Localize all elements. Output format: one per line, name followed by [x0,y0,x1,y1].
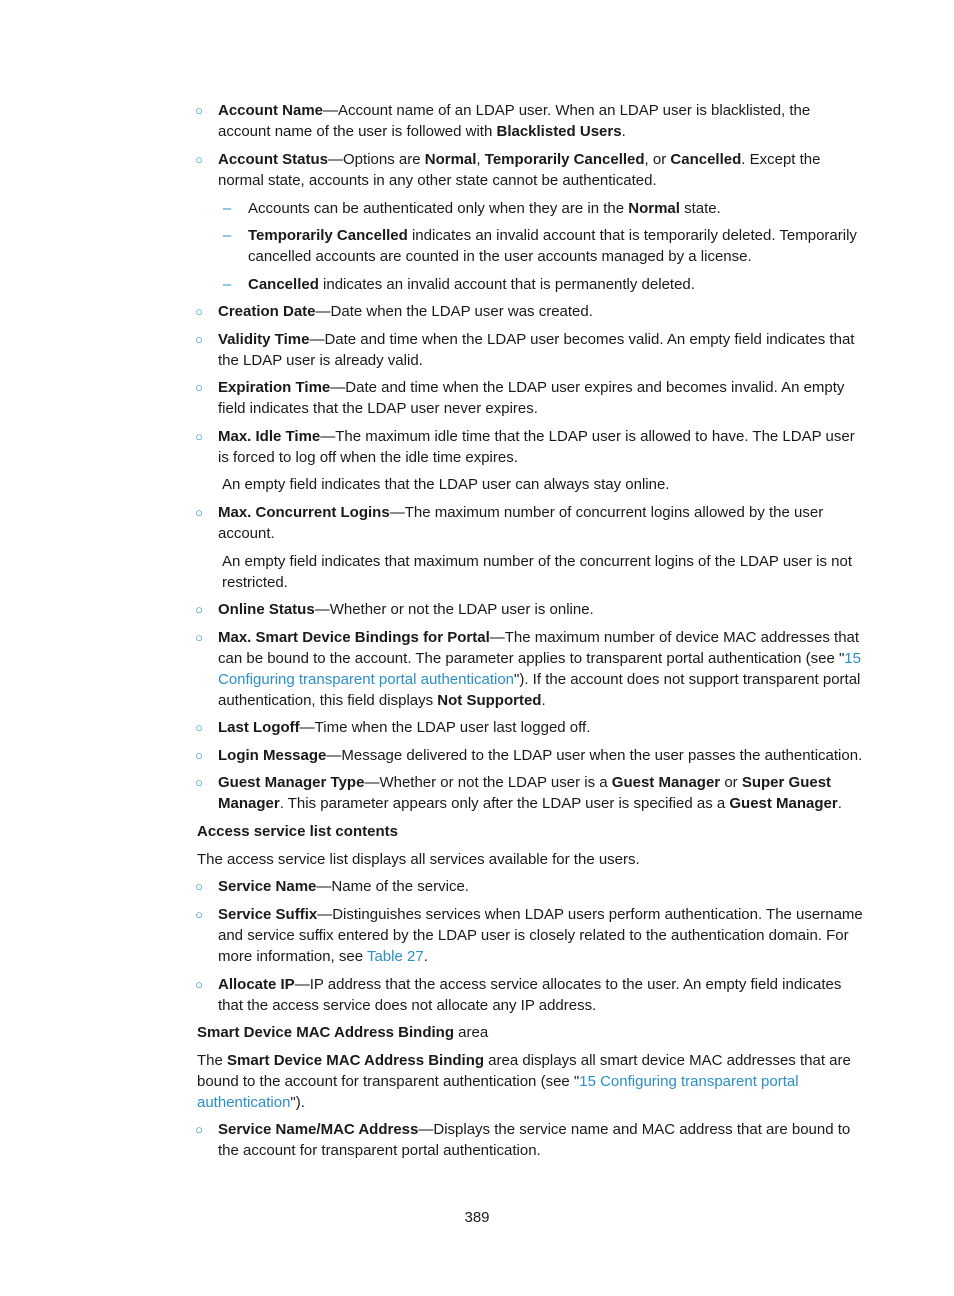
item-note: An empty field indicates that maximum number of the concurrent logins of the LDAP user is not restricted. [222,553,853,591]
item-guest-manager-type: Guest Manager Type—Whether or not the LDAP user is a Guest Manager or Super Guest Manager. This parameter appears only after the LDAP user is specified as a Guest Manager. [218,774,842,812]
sub-item-temporarily-cancelled: Temporarily Cancelled indicates an invalid account that is temporarily deleted. Temporarily cancelled accounts are counted in the user accounts managed by a license. [248,227,857,265]
sub-bullet: – [222,276,232,293]
list-bullet: ○ [195,505,203,520]
list-bullet: ○ [195,103,203,118]
list-bullet: ○ [195,380,203,395]
link-transparent-portal[interactable]: 15 Configuring transparent portal authentication [218,650,861,688]
item-validity-time: Validity Time—Date and time when the LDAP user becomes valid. An empty field indicates that the LDAP user is already valid. [218,331,855,369]
list-bullet: ○ [195,879,203,894]
section-heading-access-service: Access service list contents [197,823,398,840]
access-service-intro: The access service list displays all services available for the users. [197,851,640,868]
item-online-status: Online Status—Whether or not the LDAP user is online. [218,601,594,618]
list-bullet: ○ [195,630,203,645]
item-creation-date: Creation Date—Date when the LDAP user was created. [218,303,593,320]
list-bullet: ○ [195,429,203,444]
list-bullet: ○ [195,775,203,790]
item-max-idle-time: Max. Idle Time—The maximum idle time that the LDAP user is allowed to have. The LDAP user is forced to log off when the idle time expires. [218,428,855,466]
item-account-status: Account Status—Options are Normal, Temporarily Cancelled, or Cancelled. Except the normal state, accounts in any other state cannot be authenticated. [218,151,821,189]
item-service-name: Service Name—Name of the service. [218,878,469,895]
list-bullet: ○ [195,602,203,617]
list-bullet: ○ [195,977,203,992]
item-account-name: Account Name—Account name of an LDAP user. When an LDAP user is blacklisted, the account name of the user is followed with Blacklisted Users. [218,102,811,140]
link-table-27[interactable]: Table 27 [366,948,424,965]
sub-item-cancelled: Cancelled indicates an invalid account that is permanently deleted. [248,276,695,293]
list-bullet: ○ [195,720,203,735]
sub-bullet: – [222,227,232,244]
smart-binding-paragraph: The Smart Device MAC Address Binding area displays all smart device MAC addresses that are bound to the account for transparent authentication (see "15 Configuring transparent portal authentication"). [197,1052,851,1111]
list-bullet: ○ [195,152,203,167]
list-bullet: ○ [195,304,203,319]
link-transparent-portal[interactable]: 15 Configuring transparent portal authentication [197,1073,799,1111]
item-max-concurrent-logins: Max. Concurrent Logins—The maximum number of concurrent logins allowed by the user account. [218,504,824,542]
section-heading-smart-binding: Smart Device MAC Address Binding area [197,1024,489,1041]
item-max-smart-device-bindings: Max. Smart Device Bindings for Portal—The maximum number of device MAC addresses that can be bound to the account. The parameter applies to transparent portal authentication (see "15 Configuring transparent portal authentication"). If the account does not support transparent portal authentication, this field displays Not Supported. [218,629,861,709]
list-bullet: ○ [195,332,203,347]
list-bullet: ○ [195,748,203,763]
list-bullet: ○ [195,1122,203,1137]
page-number: 389 [464,1209,490,1226]
item-last-logoff: Last Logoff—Time when the LDAP user last logged off. [218,719,591,736]
item-service-name-mac: Service Name/MAC Address—Displays the service name and MAC address that are bound to the account for transparent portal authentication. [218,1121,851,1159]
item-expiration-time: Expiration Time—Date and time when the LDAP user expires and becomes invalid. An empty field indicates that the LDAP user never expires. [218,379,845,417]
sub-item-normal: Accounts can be authenticated only when they are in the Normal state. [248,200,721,217]
item-note: An empty field indicates that the LDAP user can always stay online. [222,476,670,493]
item-service-suffix: Service Suffix—Distinguishes services when LDAP users perform authentication. The username and service suffix entered by the LDAP user is closely related to the authentication domain. For more information, see Table 27. [218,906,863,965]
item-login-message: Login Message—Message delivered to the LDAP user when the user passes the authentication. [218,747,863,764]
sub-bullet: – [222,200,232,217]
item-allocate-ip: Allocate IP—IP address that the access service allocates to the user. An empty field indicates that the access service does not allocate any IP address. [218,976,842,1014]
list-bullet: ○ [195,907,203,922]
